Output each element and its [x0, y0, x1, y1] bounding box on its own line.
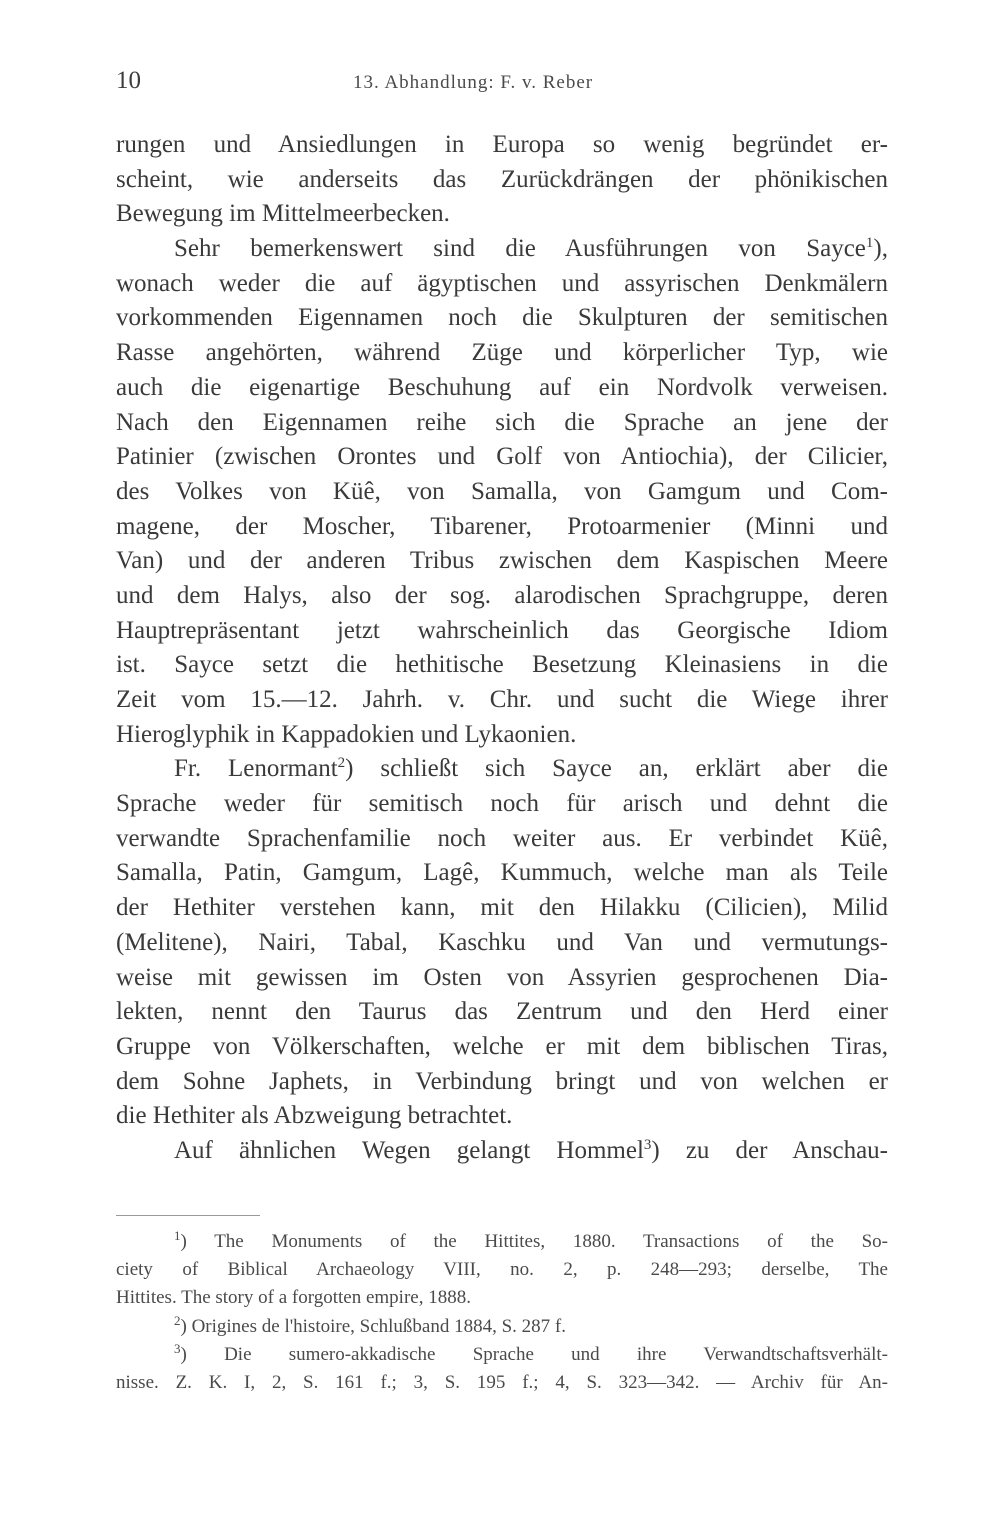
- text-fragment: ) zu der Anschau-: [651, 1136, 888, 1164]
- body-text: [116, 128, 888, 1169]
- footnote-divider: [116, 1215, 260, 1216]
- running-title: 13. Abhandlung: F. v. Reber: [353, 72, 594, 93]
- running-head: [116, 66, 888, 96]
- text-line: Bewegung im Mittelmeerbecken.: [116, 200, 450, 228]
- footnotes: [116, 1228, 888, 1397]
- footnote-number: 3: [174, 1340, 181, 1356]
- text-line: lekten, nennt den Taurus das Zentrum und den Herd einer: [116, 998, 888, 1026]
- text-line: Hieroglyphik in Kappadokien und Lykaonien.: [116, 720, 577, 748]
- text-line: Gruppe von Völkerschaften, welche er mit dem biblischen Tiras,: [116, 1032, 888, 1060]
- text-line: Samalla, Patin, Gamgum, Lagê, Kummuch, welche man als Teile: [116, 859, 888, 887]
- text-line: (Melitene), Nairi, Tabal, Kaschku und Van und vermutungs-: [116, 928, 888, 956]
- text-fragment: Fr. Lenormant: [174, 755, 338, 783]
- footnote-number: 2: [174, 1312, 181, 1328]
- text-line: Zeit vom 15.—12. Jahrh. v. Chr. und sucht die Wiege ihrer: [116, 686, 888, 713]
- text-line: verwandte Sprachenfamilie noch weiter aus. Er verbindet Küê,: [116, 824, 888, 852]
- footnote-line: [116, 1313, 888, 1341]
- text-line: magene, der Moscher, Tibarener, Protoarmenier (Minni und: [116, 512, 888, 540]
- text-line: und dem Halys, also der sog. alarodischen Sprachgruppe, deren: [116, 581, 888, 609]
- text-line: Patinier (zwischen Orontes und Golf von Antiochia), der Cilicier,: [116, 443, 888, 471]
- footnote-line: nisse. Z. K. I, 2, S. 161 f.; 3, S. 195 f.; 4, S. 323—342. — Archiv für An-: [116, 1371, 888, 1393]
- text-line: Van) und der anderen Tribus zwischen dem Kaspischen Meere: [116, 547, 888, 575]
- footnote-reference: 3: [643, 1136, 652, 1153]
- text-line: Hauptrepräsentant jetzt wahrscheinlich das Georgische Idiom: [116, 616, 888, 644]
- text-fragment: ) schließt sich Sayce an, erklärt aber die: [345, 755, 889, 783]
- footnote-line: [116, 1228, 888, 1256]
- text-line: Rasse angehörten, während Züge und körperlicher Typ, wie: [116, 339, 888, 367]
- text-line: die Hethiter als Abzweigung betrachtet.: [116, 1102, 513, 1130]
- footnote-line: [116, 1341, 888, 1369]
- footnote-text: ) Die sumero-akkadische Sprache und ihre Verwandtschaftsverhält-: [180, 1343, 888, 1365]
- text-fragment: ),: [873, 235, 888, 263]
- text-line: des Volkes von Küê, von Samalla, von Gamgum und Com-: [116, 477, 888, 505]
- footnote-reference: 1: [865, 235, 874, 252]
- text-line: [116, 752, 888, 787]
- text-line: ist. Sayce setzt die hethitische Besetzung Kleinasiens in die: [116, 651, 888, 679]
- text-line: auch die eigenartige Beschuhung auf ein Nordvolk verweisen.: [116, 373, 888, 401]
- text-line: der Hethiter verstehen kann, mit den Hilakku (Cilicien), Milid: [116, 894, 888, 922]
- text-line: Sprache weder für semitisch noch für arisch und dehnt die: [116, 790, 888, 818]
- text-fragment: Auf ähnlichen Wegen gelangt Hommel: [174, 1136, 644, 1164]
- text-line: Nach den Eigennamen reihe sich die Sprache an jene der: [116, 408, 888, 436]
- footnote-text: ) Origines de l'histoire, Schlußband 1884, S. 287 f.: [180, 1315, 566, 1337]
- text-line: vorkommenden Eigennamen noch die Skulpturen der semitischen: [116, 304, 888, 332]
- page-number: 10: [116, 67, 141, 94]
- footnote-text: ) The Monuments of the Hittites, 1880. Transactions of the So-: [180, 1231, 888, 1252]
- text-line: rungen und Ansiedlungen in Europa so wenig begründet er-: [116, 131, 888, 158]
- footnote-line: Hittites. The story of a forgotten empire, 1888.: [116, 1287, 471, 1309]
- text-line: [116, 232, 888, 267]
- footnote-number: 1: [174, 1228, 181, 1243]
- text-line: scheint, wie anderseits das Zurückdrängen der phönikischen: [116, 165, 888, 193]
- text-line: wonach weder die auf ägyptischen und assyrischen Denkmälern: [116, 269, 888, 297]
- text-line: dem Sohne Japhets, in Verbindung bringt und von welchen er: [116, 1067, 888, 1095]
- footnote-line: ciety of Biblical Archaeology VIII, no. 2, p. 248—293; derselbe, The: [116, 1259, 888, 1281]
- text-line: [116, 1134, 888, 1169]
- footnote-reference: 2: [337, 755, 346, 772]
- text-line: weise mit gewissen im Osten von Assyrien gesprochenen Dia-: [116, 963, 888, 991]
- text-fragment: Sehr bemerkenswert sind die Ausführungen von Sayce: [174, 235, 866, 263]
